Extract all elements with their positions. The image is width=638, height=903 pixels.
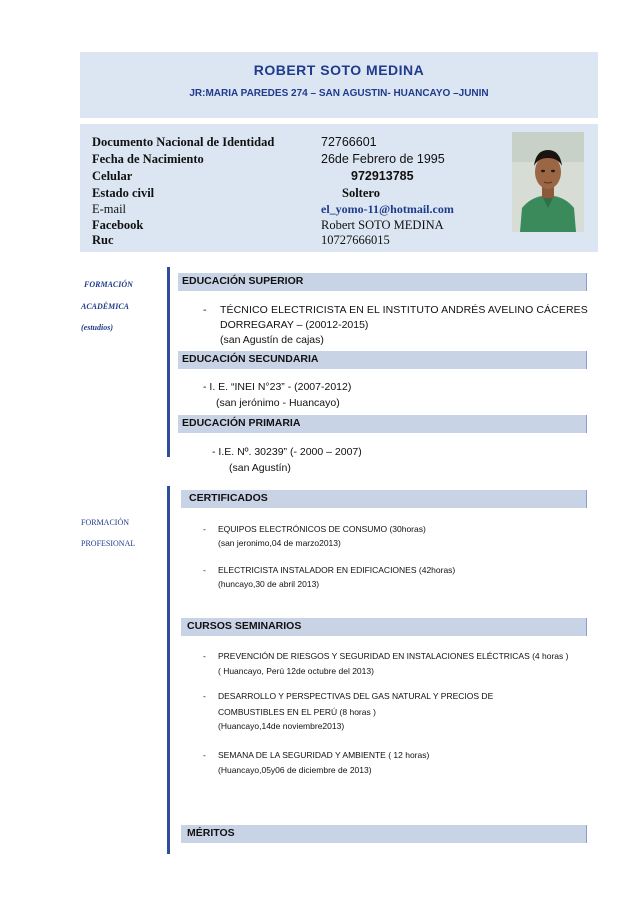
label-dni: Documento Nacional de Identidad [92, 135, 275, 149]
cert1-line1: EQUIPOS ELECTRÓNICOS DE CONSUMO (30horas) [218, 524, 426, 534]
cert1-dash: - [203, 524, 206, 534]
value-ruc: 10727666015 [321, 233, 390, 247]
section-header-meritos [181, 825, 587, 843]
value-facebook: Robert SOTO MEDINA [321, 218, 444, 232]
section-header-superior [178, 273, 587, 291]
sem3-dash: - [203, 750, 206, 760]
label-facebook: Facebook [92, 218, 144, 232]
label-ruc: Ruc [92, 233, 114, 247]
sidebar-label-academica: ACADÉMICA [81, 302, 130, 311]
sidebar-label-formacion-prof: FORMACIÓN [81, 518, 130, 527]
cv-address: JR:MARIA PAREDES 274 – SAN AGUSTIN- HUANCAYO –JUNIN [189, 88, 489, 99]
section-header-secundaria [178, 351, 587, 369]
superior-line3: (san Agustín de cajas) [220, 334, 324, 346]
section-header-primaria [178, 415, 587, 433]
sidebar-divider-top [167, 267, 170, 457]
sem1-line1: PREVENCIÓN DE RIESGOS Y SEGURIDAD EN INSTALACIONES ELÉCTRICAS (4 horas ) [218, 651, 569, 661]
section-header-certificados [181, 490, 587, 508]
value-civil: Soltero [342, 186, 380, 200]
secundaria-line1: - I. E. “INEI N°23” - (2007-2012) [203, 381, 352, 393]
cv-header [80, 52, 598, 118]
primaria-line1: - I.E. Nº. 30239” (- 2000 – 2007) [212, 446, 362, 458]
sidebar-divider-bottom [167, 486, 170, 854]
cert2-line1: ELECTRICISTA INSTALADOR EN EDIFICACIONES (42horas) [218, 565, 456, 575]
cert2-dash: - [203, 565, 206, 575]
sem1-line2: ( Huancayo, Perú 12de octubre del 2013) [218, 666, 374, 676]
label-birth: Fecha de Nacimiento [92, 152, 204, 166]
sem1-dash: - [203, 651, 206, 661]
sidebar-label-profesional: PROFESIONAL [81, 539, 136, 548]
secundaria-line2: (san jerónimo - Huancayo) [216, 397, 340, 409]
sidebar-label-estudios: (estudios) [81, 323, 113, 332]
value-birth: 26de Febrero de 1995 [321, 152, 445, 166]
personal-info-box [80, 124, 598, 252]
label-email: E-mail [92, 202, 127, 216]
section-header-seminarios [181, 618, 587, 636]
primaria-line2: (san Agustín) [229, 462, 291, 474]
sem2-line1: DESARROLLO Y PERSPECTIVAS DEL GAS NATURAL Y PRECIOS DE [218, 691, 494, 701]
cert2-line2: (huncayo,30 de abril 2013) [218, 579, 320, 589]
label-phone: Celular [92, 169, 133, 183]
value-email[interactable]: el_yomo-11@hotmail.com [321, 202, 454, 216]
section-title-seminarios: CURSOS SEMINARIOS [187, 620, 302, 632]
sem3-line1: SEMANA DE LA SEGURIDAD Y AMBIENTE ( 12 horas) [218, 750, 430, 760]
profile-photo [512, 132, 584, 232]
value-phone: 972913785 [351, 169, 414, 183]
superior-dash: - [203, 304, 207, 316]
sem2-line2: COMBUSTIBLES EN EL PERÚ (8 horas ) [218, 707, 376, 717]
sem2-line3: (Huancayo,14de noviembre2013) [218, 721, 345, 731]
sem3-line2: (Huancayo,05y06 de diciembre de 2013) [218, 765, 372, 775]
superior-line1: TÉCNICO ELECTRICISTA EN EL INSTITUTO ANDRÉS AVELINO CÁCERES [220, 304, 588, 316]
cert1-line2: (san jeronimo,04 de marzo2013) [218, 538, 341, 548]
section-title-certificados: CERTIFICADOS [189, 492, 268, 504]
section-title-meritos: MÉRITOS [187, 827, 235, 839]
section-title-secundaria: EDUCACIÓN SECUNDARIA [182, 353, 319, 365]
cv-name: ROBERT SOTO MEDINA [253, 62, 425, 78]
label-civil: Estado civil [92, 186, 155, 200]
superior-line2: DORREGARAY – (20012-2015) [220, 319, 369, 331]
sidebar-label-formacion: FORMACIÓN [84, 280, 133, 289]
section-title-primaria: EDUCACIÓN PRIMARIA [182, 417, 301, 429]
value-dni: 72766601 [321, 135, 377, 149]
section-title-superior: EDUCACIÓN SUPERIOR [182, 275, 304, 287]
sem2-dash: - [203, 691, 206, 701]
